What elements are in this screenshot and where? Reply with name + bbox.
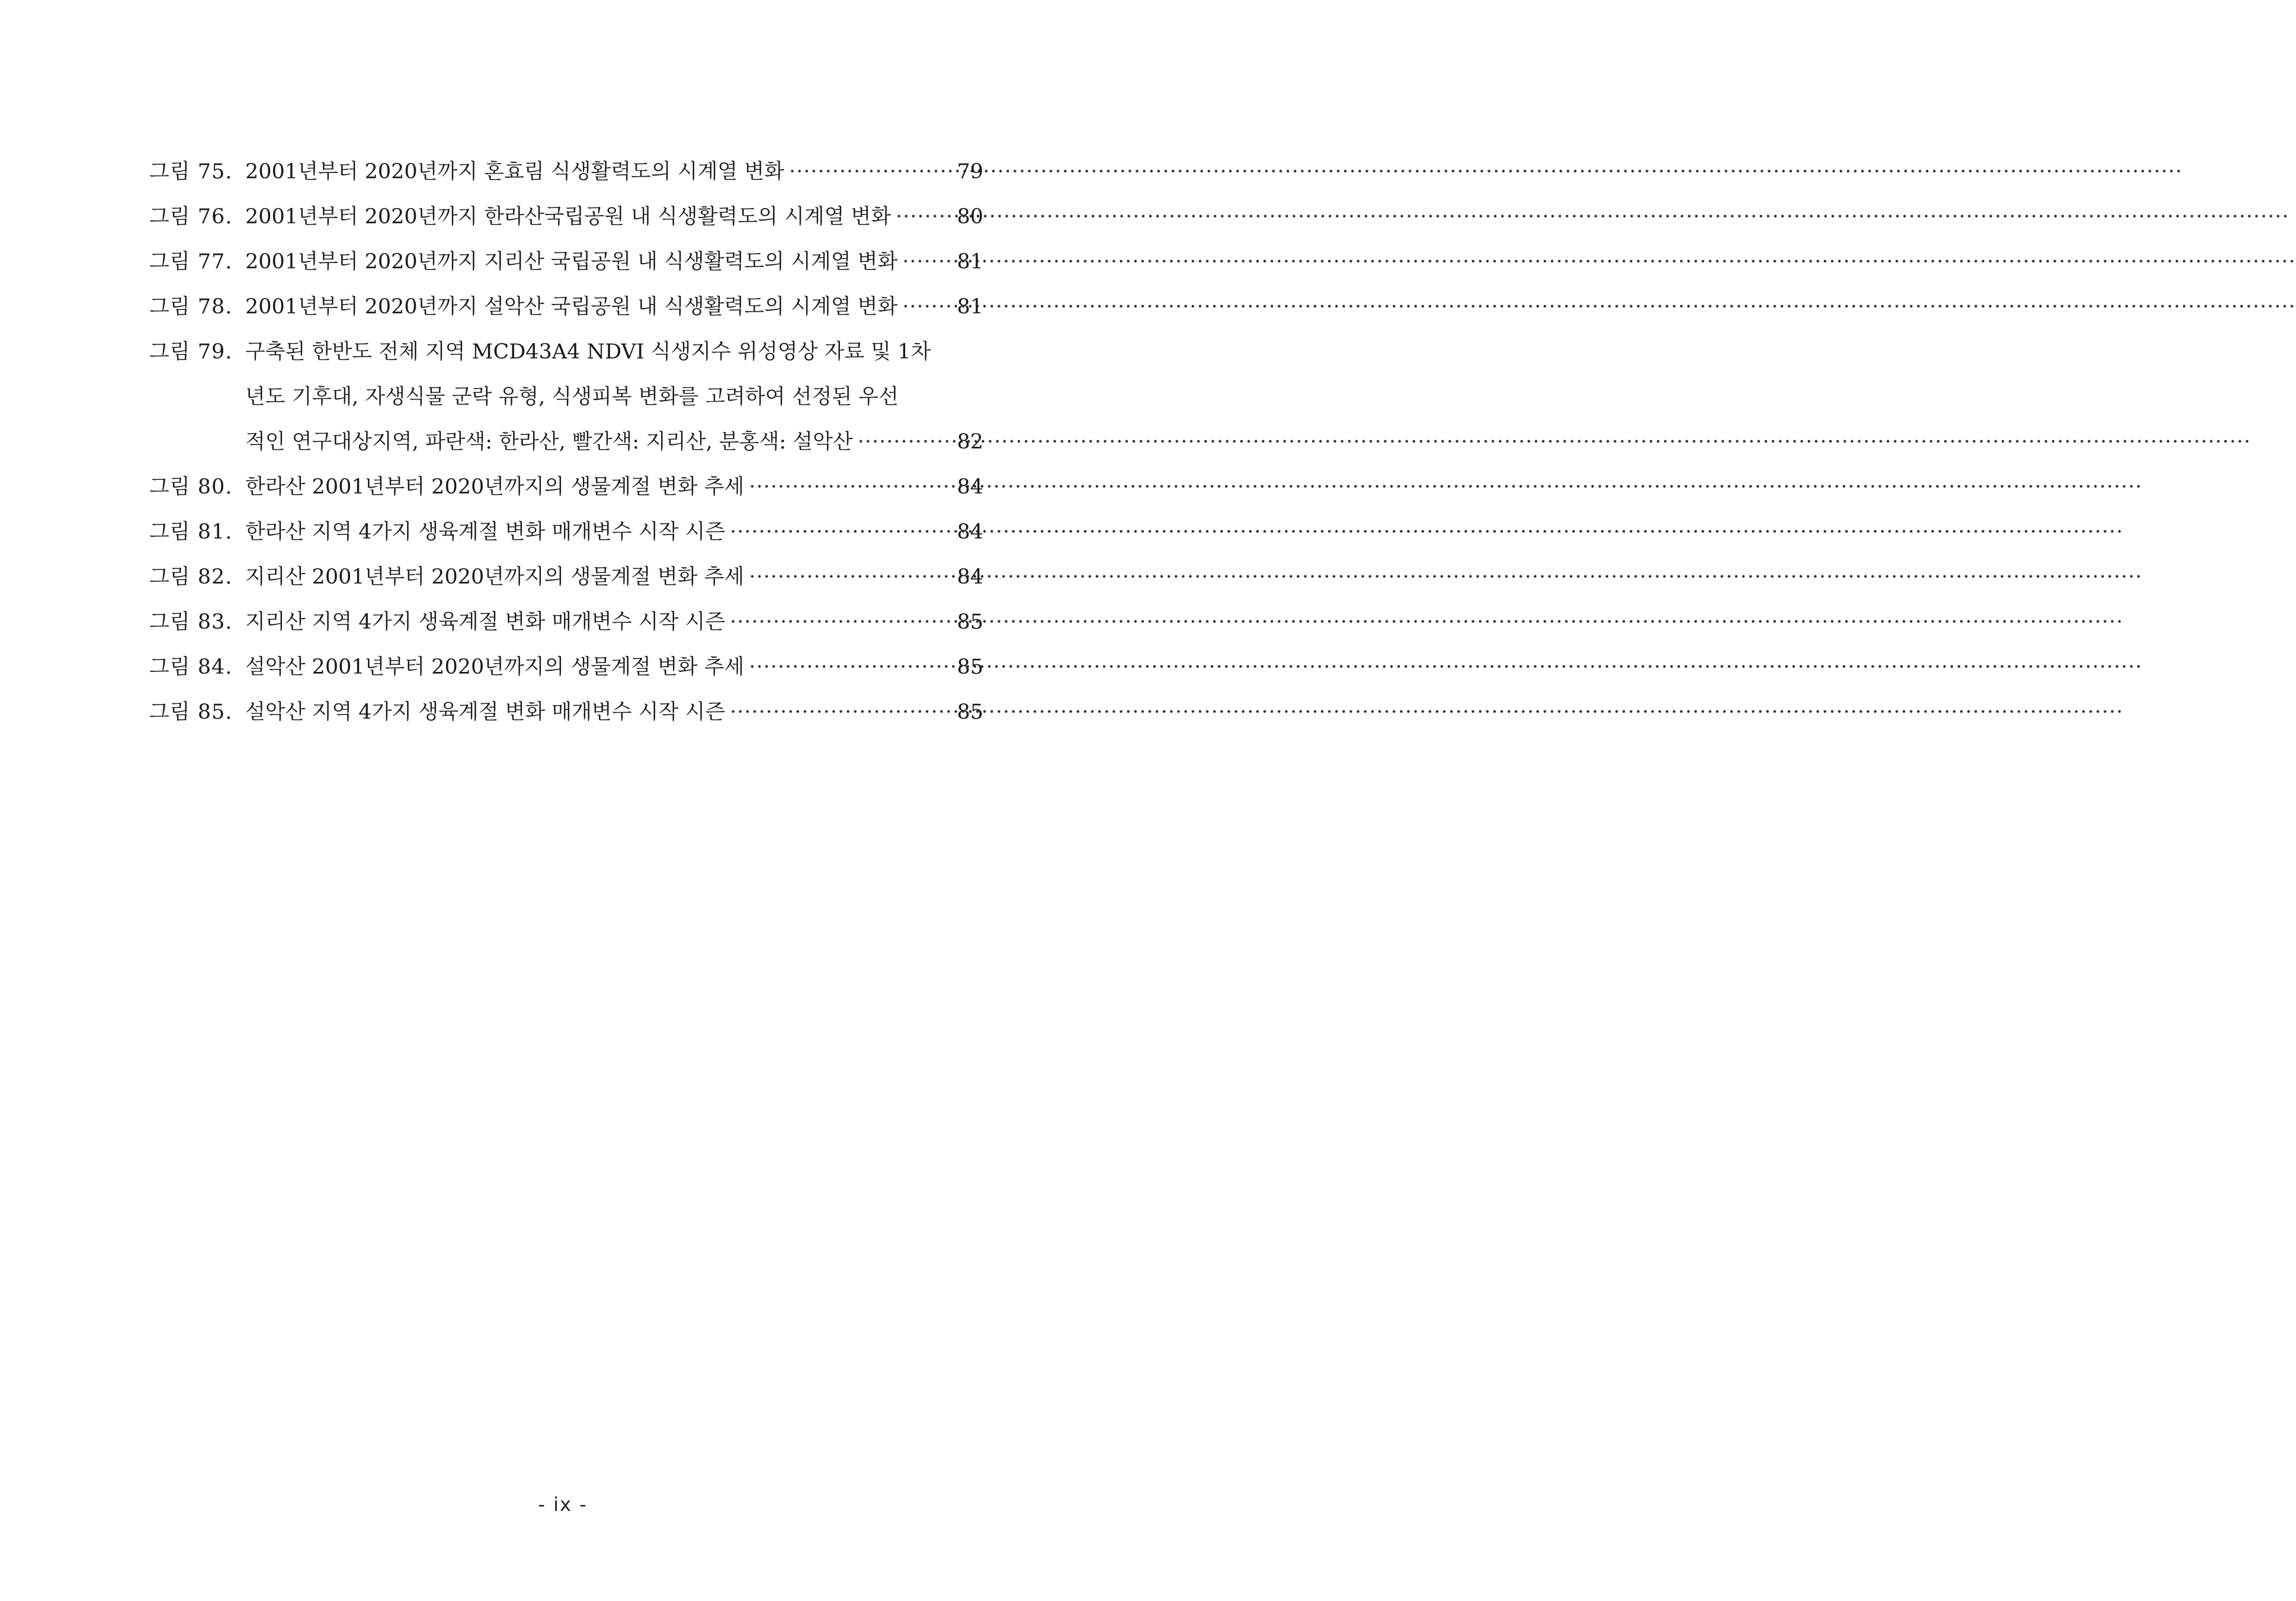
entry-body <box>245 645 983 690</box>
figure-title: 2001년부터 2020년까지 한라산국립공원 내 식생활력도의 시계열 변화 <box>245 205 892 229</box>
entry-line <box>245 149 983 194</box>
page-number: 84 <box>957 475 983 499</box>
figure-label: 그림 78. <box>149 295 233 319</box>
figure-label: 그림 83. <box>149 610 233 634</box>
page-number: 79 <box>957 160 983 184</box>
entry-body <box>245 194 983 239</box>
page-number: 85 <box>957 655 983 679</box>
figure-title: 설악산 지역 4가지 생육계절 변화 매개변수 시작 시즌 <box>245 700 726 724</box>
figure-label: 그림 84. <box>149 655 233 679</box>
page-number: 84 <box>957 520 983 544</box>
figure-label: 그림 79. <box>149 340 233 364</box>
toc-entry[interactable] <box>149 465 983 510</box>
dot-leader <box>749 645 953 690</box>
entry-line <box>245 194 983 239</box>
dot-leader <box>730 600 953 645</box>
figure-label: 그림 76. <box>149 205 233 229</box>
figure-title: 2001년부터 2020년까지 혼효림 식생활력도의 시계열 변화 <box>245 160 784 184</box>
entry-line <box>245 374 983 420</box>
entry-body <box>245 690 983 735</box>
dot-leader <box>858 420 954 465</box>
figure-label: 그림 80. <box>149 475 233 499</box>
figure-title: 2001년부터 2020년까지 설악산 국립공원 내 식생활력도의 시계열 변화 <box>245 295 898 319</box>
dot-leader <box>749 465 953 510</box>
entry-body <box>245 284 983 329</box>
entry-body <box>245 510 983 555</box>
entry-body <box>245 149 983 194</box>
entry-line <box>245 690 983 735</box>
figure-title: 설악산 2001년부터 2020년까지의 생물계절 변화 추세 <box>245 655 745 679</box>
toc-entry[interactable] <box>149 329 983 465</box>
toc-entry[interactable] <box>149 239 983 284</box>
figure-title: 2001년부터 2020년까지 지리산 국립공원 내 식생활력도의 시계열 변화 <box>245 250 898 274</box>
entry-body <box>245 555 983 600</box>
dot-leader <box>749 555 953 600</box>
figure-label: 그림 82. <box>149 565 233 589</box>
entry-line <box>245 239 983 284</box>
figure-title: 적인 연구대상지역, 파란색: 한라산, 빨간색: 지리산, 분홍색: 설악산 <box>245 430 853 454</box>
dot-leader <box>902 284 953 329</box>
entry-body <box>245 465 983 510</box>
toc-entry[interactable] <box>149 284 983 329</box>
figure-label: 그림 85. <box>149 700 233 724</box>
toc-entry[interactable] <box>149 555 983 600</box>
figure-title: 지리산 지역 4가지 생육계절 변화 매개변수 시작 시즌 <box>245 610 726 634</box>
toc-entry[interactable] <box>149 645 983 690</box>
page-number: 81 <box>957 250 983 274</box>
figure-label: 그림 77. <box>149 250 233 274</box>
entry-line <box>245 510 983 555</box>
dot-leader <box>730 510 953 555</box>
page-number: 82 <box>957 430 983 454</box>
figure-title: 한라산 지역 4가지 생육계절 변화 매개변수 시작 시즌 <box>245 520 726 544</box>
entry-body <box>245 329 983 465</box>
dot-leader <box>789 149 953 194</box>
entry-line <box>245 555 983 600</box>
dot-leader <box>730 690 953 735</box>
figure-title: 지리산 2001년부터 2020년까지의 생물계절 변화 추세 <box>245 565 745 589</box>
page-number: 85 <box>957 700 983 724</box>
figure-label: 그림 81. <box>149 520 233 544</box>
page-number: 84 <box>957 565 983 589</box>
entry-body <box>245 239 983 284</box>
entry-line <box>245 645 983 690</box>
page-number: 81 <box>957 295 983 319</box>
dot-leader <box>902 239 953 284</box>
toc-entry[interactable] <box>149 510 983 555</box>
entry-line <box>245 284 983 329</box>
entry-line <box>245 465 983 510</box>
figure-title: 구축된 한반도 전체 지역 MCD43A4 NDVI 식생지수 위성영상 자료 및 1차 <box>245 340 931 364</box>
toc-entry[interactable] <box>149 600 983 645</box>
page-number: 85 <box>957 610 983 634</box>
entry-body <box>245 600 983 645</box>
dot-leader <box>896 194 953 239</box>
page-number-footer: - ix - <box>538 1493 588 1516</box>
figure-list <box>149 149 983 735</box>
figure-title: 년도 기후대, 자생식물 군락 유형, 식생피복 변화를 고려하여 선정된 우선 <box>245 385 899 409</box>
figure-label: 그림 75. <box>149 160 233 184</box>
toc-entry[interactable] <box>149 149 983 194</box>
page-number: 80 <box>957 205 983 229</box>
entry-line <box>245 329 983 374</box>
entry-line <box>245 420 983 465</box>
toc-entry[interactable] <box>149 194 983 239</box>
toc-entry[interactable] <box>149 690 983 735</box>
figure-title: 한라산 2001년부터 2020년까지의 생물계절 변화 추세 <box>245 475 745 499</box>
entry-line <box>245 600 983 645</box>
